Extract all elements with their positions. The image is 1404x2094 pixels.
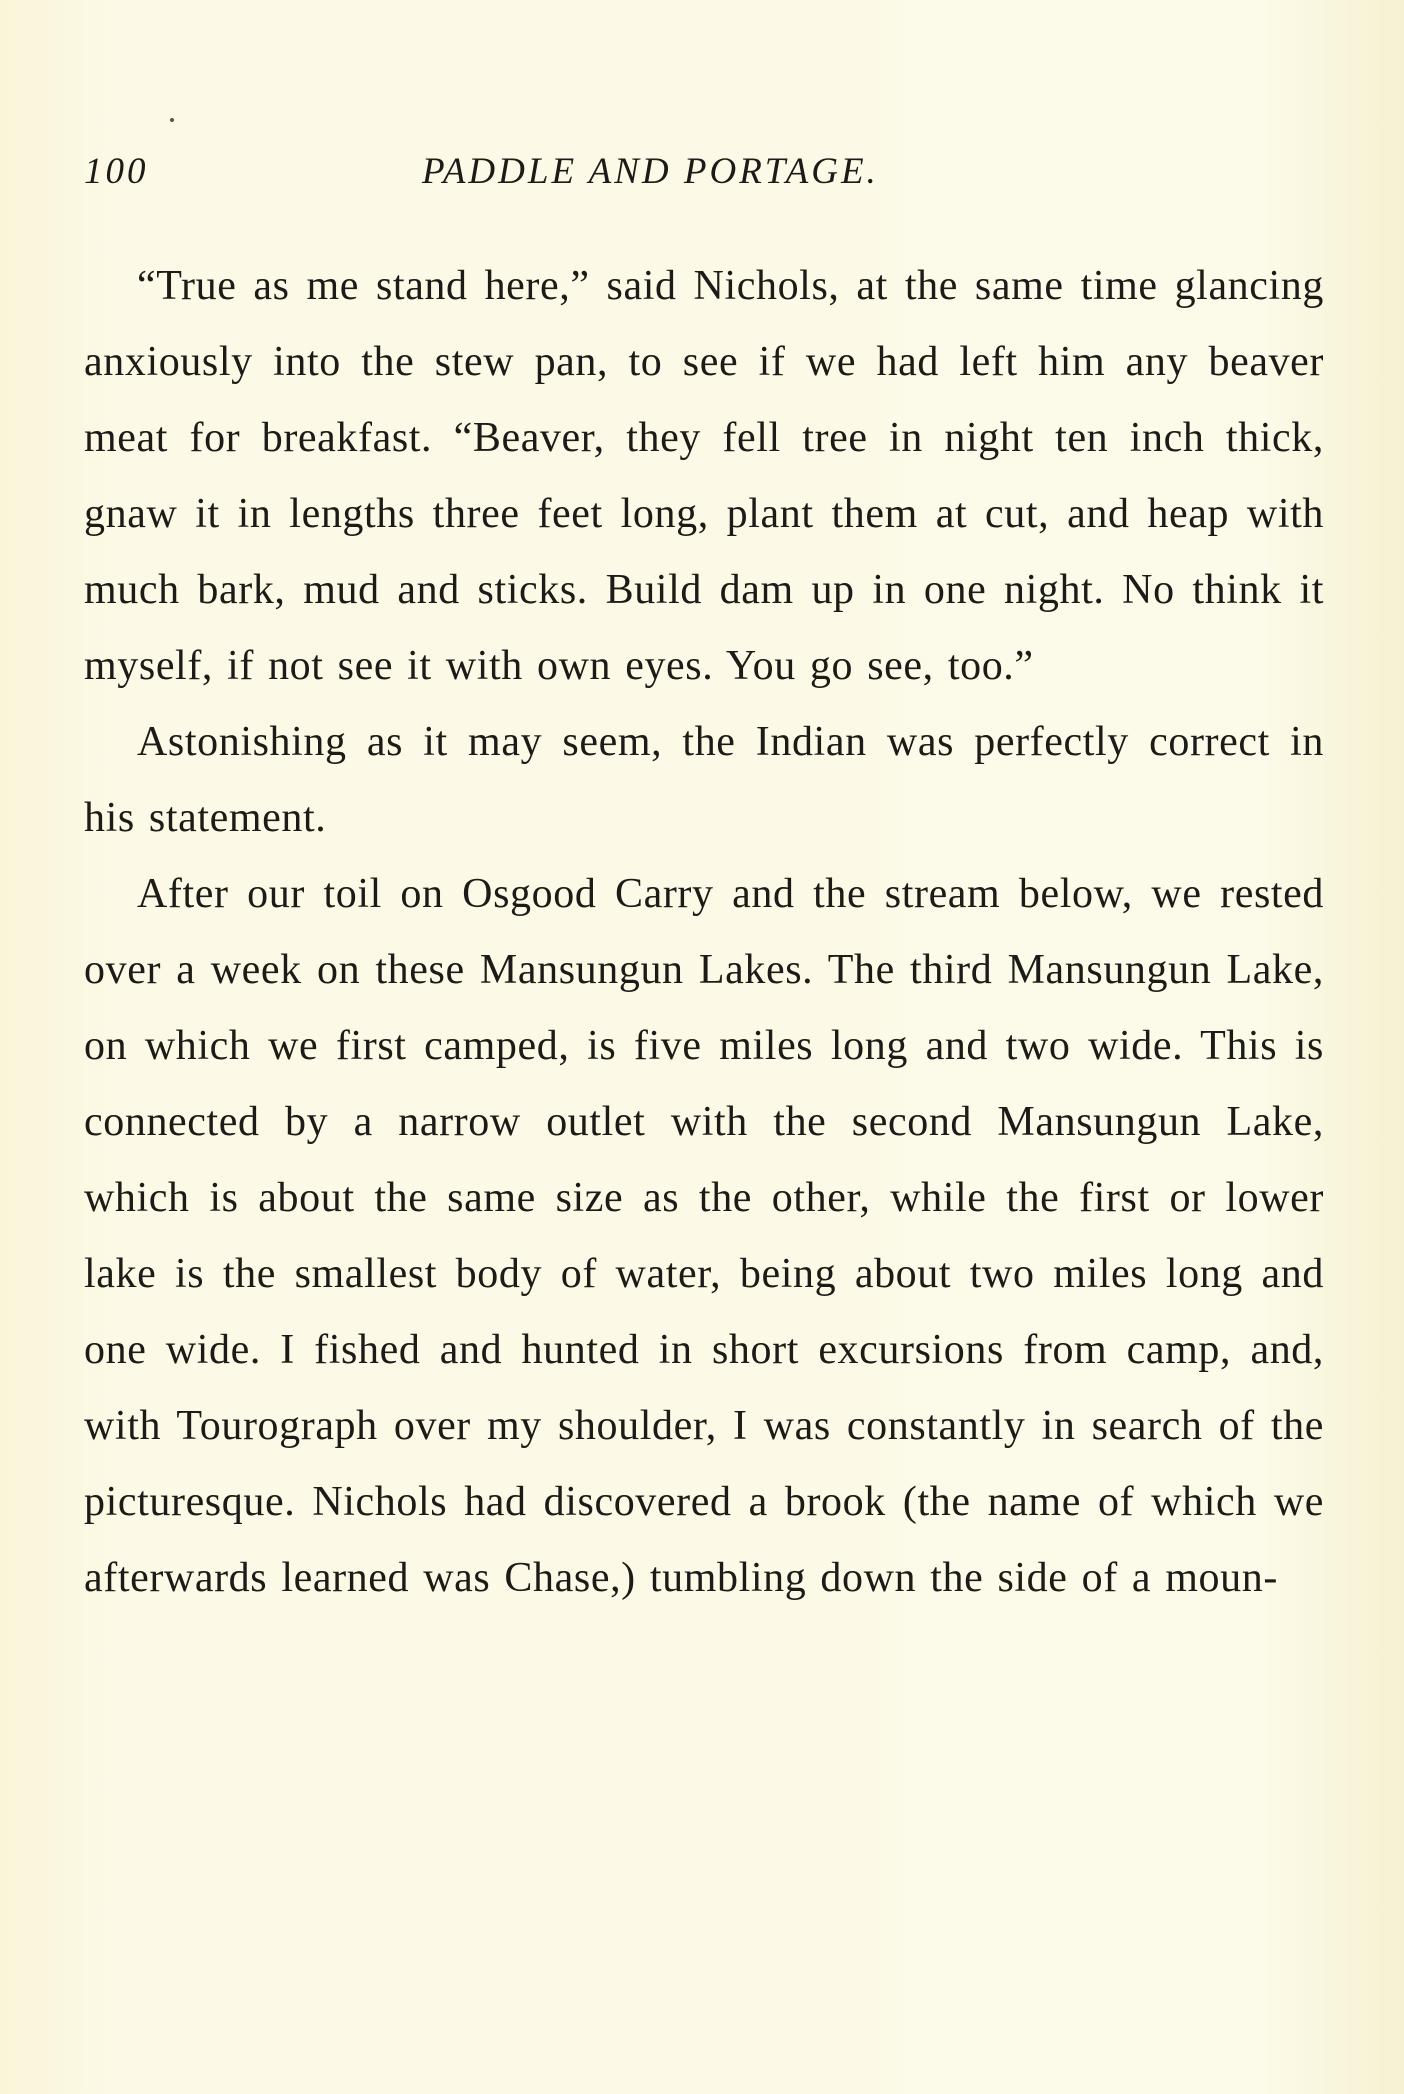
running-head xyxy=(84,150,1324,200)
paragraph-dialogue: “True as me stand here,” said Nichols, at the same time glancing anxiously into the stew pan, to see if we had left him any beaver meat for breakfast. “Beaver, they fell tree in night ten inch thick, gnaw it in lengths three feet long, plant them at cut, and heap with much bark, mud and sticks. Build dam up in one night. No think it myself, if not see it with own eyes. You go see, too.” xyxy=(84,263,1324,689)
page-number: 100 xyxy=(84,151,149,192)
paragraph-astonishing: Astonishing as it may seem, the Indian was perfectly correct in his statement. xyxy=(84,719,1324,841)
ink-speck xyxy=(170,118,174,122)
paragraph-mansungun-lakes: After our toil on Osgood Carry and the stream below, we rested over a week on these Mansungun Lakes. The third Mansungun Lake, on which we first camped, is five miles long and two wide. This is connected by a narrow outlet with the second Mansungun Lake, which is about the same size as the other, while the first or lower lake is the smallest body of water, being about two miles long and one wide. I fished and hunted in short excursions from camp, and, with Tourograph over my shoulder, I was constantly in search of the picturesque. Nichols had discovered a brook (the name of which we afterwards learned was Chase,) tumbling down the side of a moun- xyxy=(84,871,1324,1601)
running-title: PADDLE AND PORTAGE. xyxy=(422,151,879,192)
body-text xyxy=(84,248,1324,1616)
